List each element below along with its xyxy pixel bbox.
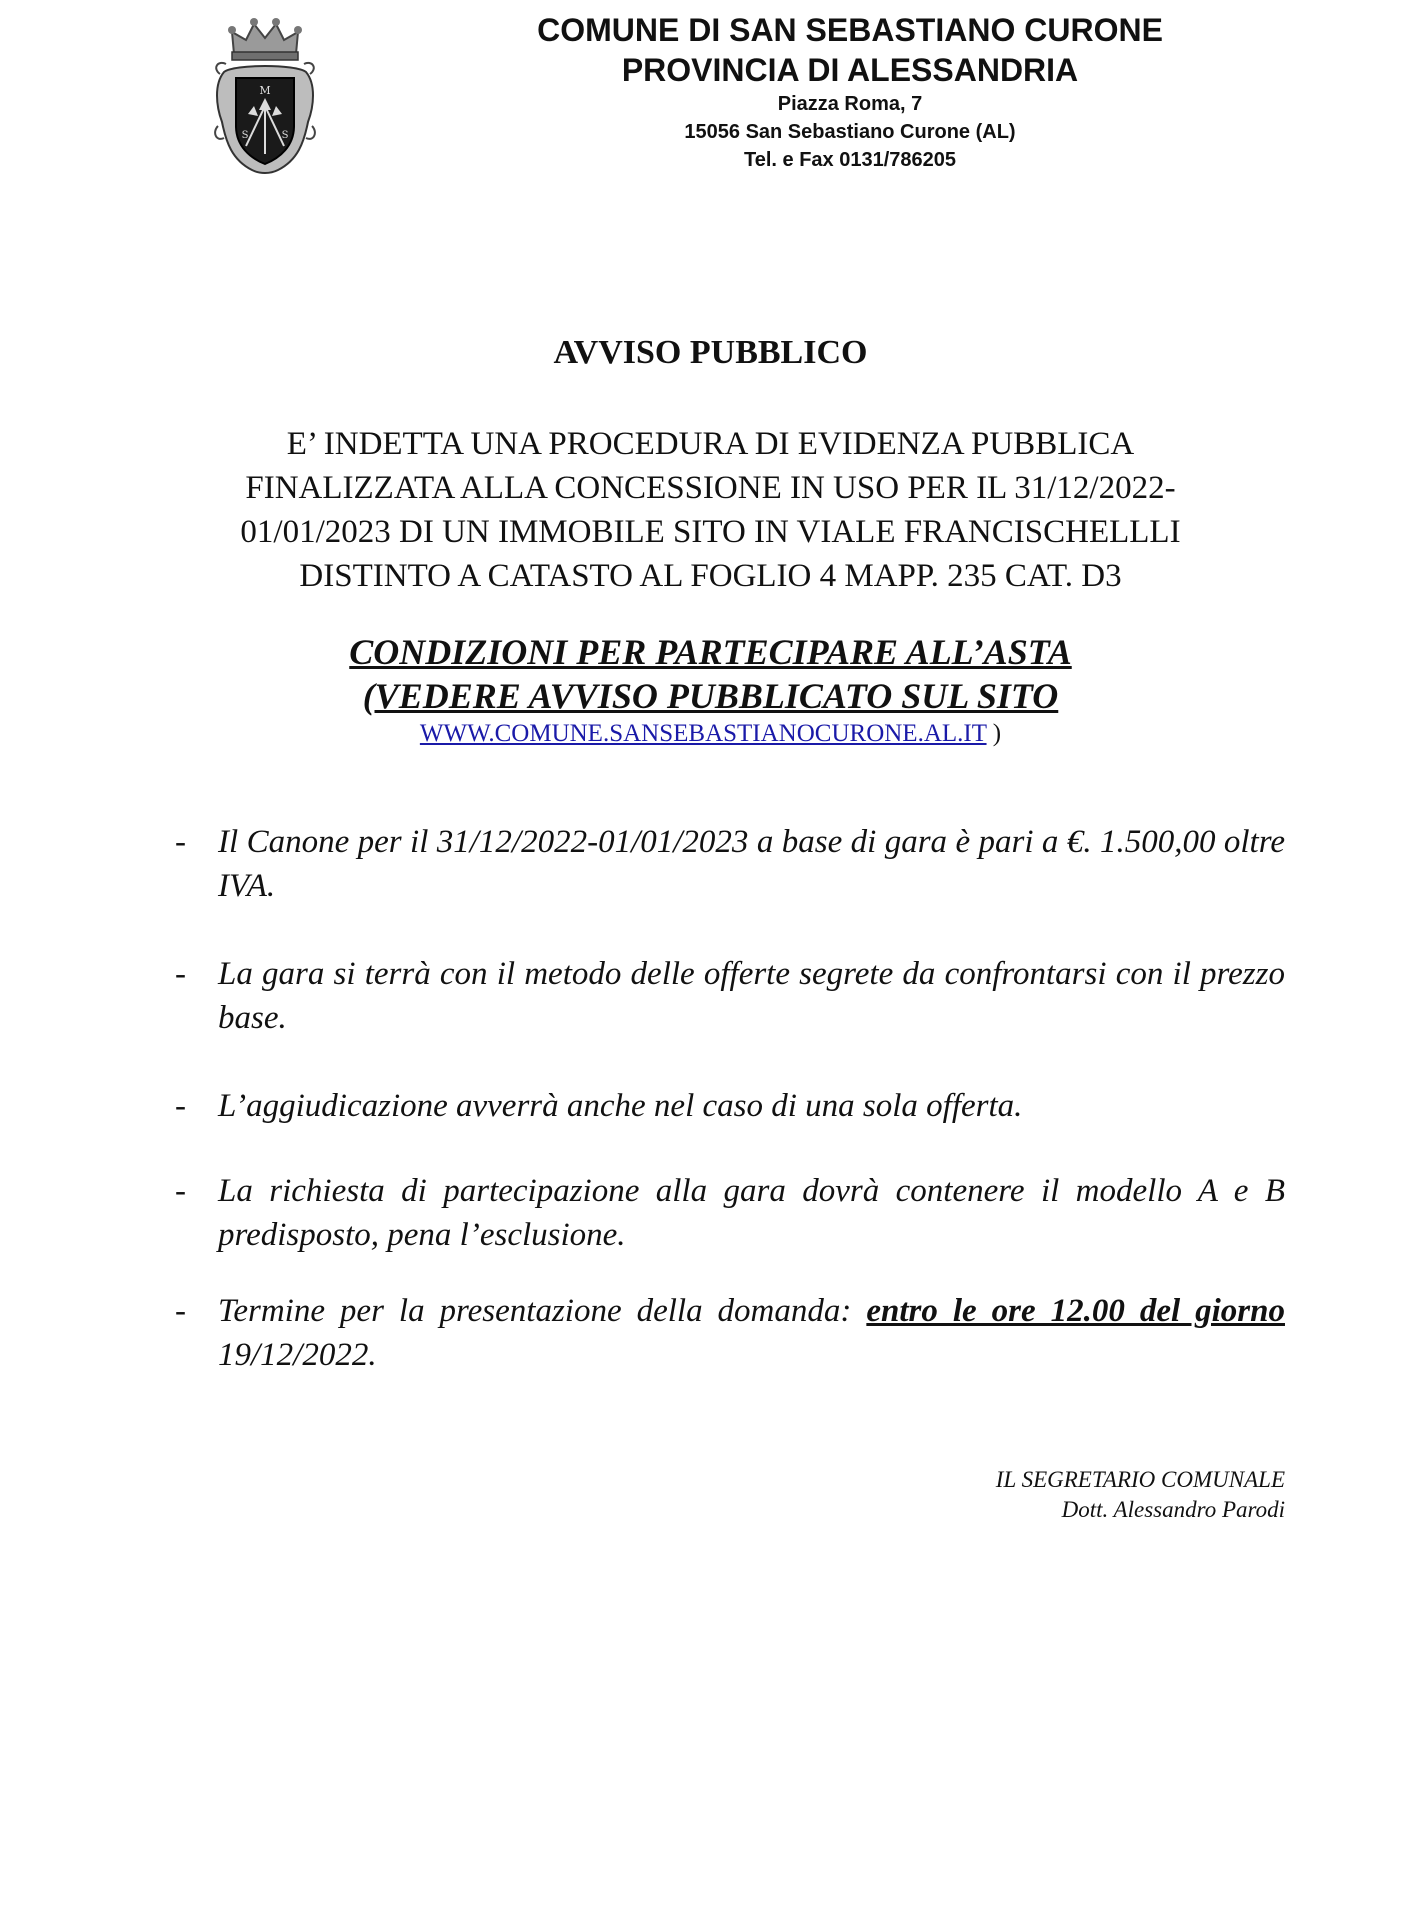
letterhead bbox=[420, 10, 1280, 174]
bullet-text: Termine per la presentazione della domanda: bbox=[218, 1293, 867, 1329]
deadline-emphasis: entro le ore 12.00 del giorno bbox=[866, 1293, 1285, 1329]
svg-text:S: S bbox=[241, 130, 249, 141]
conditions-heading bbox=[0, 630, 1421, 718]
bullet-text: Il Canone per il 31/12/2022-01/01/2023 a base di gara è pari a €. 1.500,00 oltre IVA. bbox=[218, 824, 1285, 904]
svg-text:S: S bbox=[281, 130, 289, 141]
intro-line: E’ INDETTA UNA PROCEDURA DI EVIDENZA PUBBLICA bbox=[286, 426, 1135, 462]
coat-of-arms-icon bbox=[212, 14, 318, 182]
list-item bbox=[175, 1289, 1285, 1377]
list-item bbox=[175, 1169, 1285, 1257]
address-line: Piazza Roma, 7 bbox=[777, 93, 923, 115]
intro-line: 01/01/2023 DI UN IMMOBILE SITO IN VIALE FRANCISCHELLLI bbox=[240, 514, 1181, 550]
deadline-date: 19/12/2022. bbox=[218, 1337, 377, 1373]
signer-name: Dott. Alessandro Parodi bbox=[1061, 1497, 1285, 1522]
website-link[interactable]: WWW.COMUNE.SANSEBASTIANOCURONE.AL.IT bbox=[419, 720, 987, 747]
bullet-text: L’aggiudicazione avverrà anche nel caso di una sola offerta. bbox=[218, 1088, 1023, 1124]
list-item bbox=[175, 952, 1285, 1040]
intro-paragraph bbox=[120, 422, 1301, 598]
conditions-line: (VEDERE AVVISO PUBBLICATO SUL SITO bbox=[362, 676, 1059, 716]
intro-line: FINALIZZATA ALLA CONCESSIONE IN USO PER IL 31/12/2022- bbox=[245, 470, 1176, 506]
province-name: PROVINCIA DI ALESSANDRIA bbox=[621, 52, 1079, 88]
bullet-dash: - bbox=[175, 1173, 186, 1209]
signer-role: IL SEGRETARIO COMUNALE bbox=[995, 1467, 1285, 1492]
conditions-list bbox=[175, 820, 1285, 1377]
list-item bbox=[175, 820, 1285, 908]
bullet-dash: - bbox=[175, 1293, 186, 1329]
list-item bbox=[175, 1084, 1285, 1128]
conditions-line: CONDIZIONI PER PARTECIPARE ALL’ASTA bbox=[349, 632, 1072, 672]
link-suffix: ) bbox=[986, 720, 1002, 747]
city-line: 15056 San Sebastiano Curone (AL) bbox=[684, 121, 1016, 143]
site-reference bbox=[0, 720, 1421, 748]
bullet-dash: - bbox=[175, 824, 186, 860]
bullet-dash: - bbox=[175, 1088, 186, 1124]
page-title: AVVISO PUBBLICO bbox=[553, 334, 868, 371]
org-name: COMUNE DI SAN SEBASTIANO CURONE bbox=[537, 12, 1163, 48]
phone-line: Tel. e Fax 0131/786205 bbox=[743, 149, 956, 171]
bullet-text: La richiesta di partecipazione alla gara dovrà contenere il modello A e B predisposto, pena l’esclusione. bbox=[218, 1173, 1285, 1253]
svg-text:M: M bbox=[259, 84, 271, 97]
intro-line: DISTINTO A CATASTO AL FOGLIO 4 MAPP. 235 CAT. D3 bbox=[299, 558, 1122, 594]
bullet-text: La gara si terrà con il metodo delle offerte segrete da confrontarsi con il prezzo base. bbox=[218, 956, 1285, 1036]
bullet-dash: - bbox=[175, 956, 186, 992]
signature-block bbox=[800, 1465, 1285, 1525]
